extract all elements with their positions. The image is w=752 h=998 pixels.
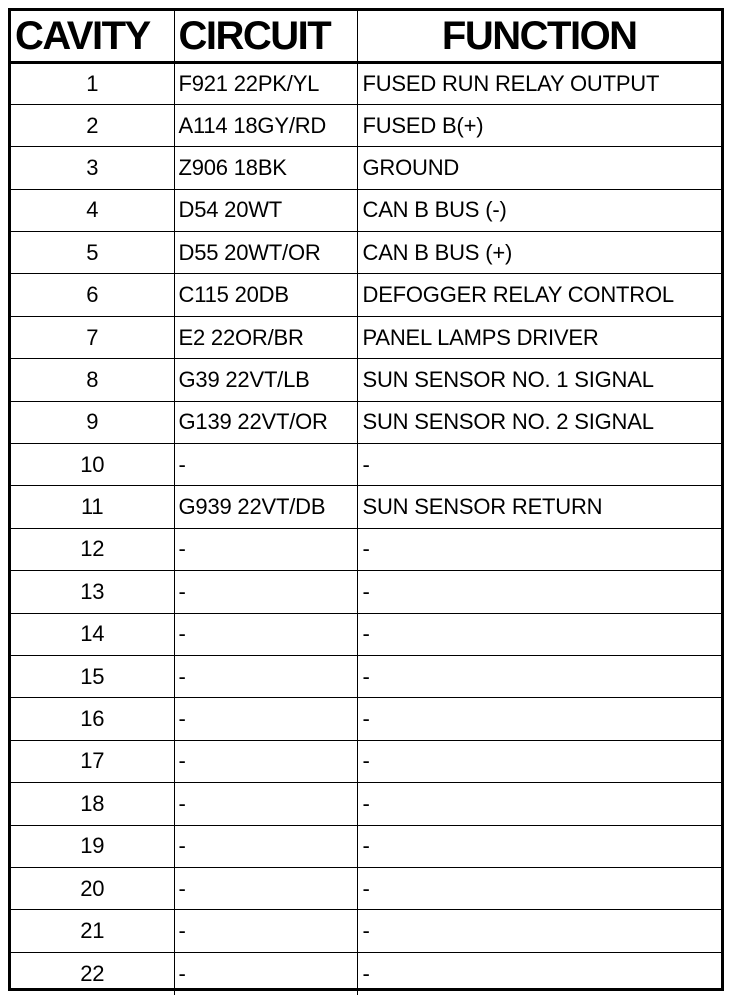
cavity-cell: 3 (11, 147, 174, 189)
table-row (11, 910, 721, 952)
function-cell: PANEL LAMPS DRIVER (357, 316, 721, 358)
function-cell: FUSED RUN RELAY OUTPUT (357, 62, 721, 104)
circuit-cell: E2 22OR/BR (174, 316, 357, 358)
cavity-cell: 14 (11, 613, 174, 655)
function-cell: DEFOGGER RELAY CONTROL (357, 274, 721, 316)
table-row (11, 444, 721, 486)
cavity-column-header: CAVITY (11, 11, 174, 62)
circuit-cell: G39 22VT/LB (174, 359, 357, 401)
table-row (11, 274, 721, 316)
function-cell: - (357, 613, 721, 655)
circuit-cell: Z906 18BK (174, 147, 357, 189)
cavity-cell: 4 (11, 189, 174, 231)
circuit-cell: - (174, 740, 357, 782)
circuit-cell: - (174, 571, 357, 613)
circuit-cell: - (174, 825, 357, 867)
function-cell: - (357, 825, 721, 867)
function-cell: CAN B BUS (-) (357, 189, 721, 231)
circuit-cell: - (174, 655, 357, 697)
cavity-cell: 8 (11, 359, 174, 401)
table-row (11, 486, 721, 528)
table-row (11, 867, 721, 909)
cavity-cell: 9 (11, 401, 174, 443)
function-cell: - (357, 698, 721, 740)
circuit-cell: - (174, 698, 357, 740)
cavity-cell: 19 (11, 825, 174, 867)
cavity-cell: 18 (11, 783, 174, 825)
function-cell: - (357, 783, 721, 825)
cavity-cell: 21 (11, 910, 174, 952)
function-cell: FUSED B(+) (357, 104, 721, 146)
table-row (11, 825, 721, 867)
cavity-cell: 1 (11, 62, 174, 104)
table-row (11, 401, 721, 443)
cavity-cell: 10 (11, 444, 174, 486)
table-row (11, 783, 721, 825)
circuit-cell: G939 22VT/DB (174, 486, 357, 528)
function-cell: SUN SENSOR NO. 2 SIGNAL (357, 401, 721, 443)
cavity-cell: 22 (11, 952, 174, 994)
circuit-cell: - (174, 867, 357, 909)
cavity-cell: 16 (11, 698, 174, 740)
connector-pinout-table (11, 11, 721, 995)
function-cell: CAN B BUS (+) (357, 232, 721, 274)
table-row (11, 698, 721, 740)
function-cell: - (357, 952, 721, 994)
table-row (11, 189, 721, 231)
table-row (11, 232, 721, 274)
function-cell: SUN SENSOR NO. 1 SIGNAL (357, 359, 721, 401)
circuit-cell: D55 20WT/OR (174, 232, 357, 274)
function-cell: - (357, 528, 721, 570)
header-row (11, 11, 721, 62)
cavity-cell: 15 (11, 655, 174, 697)
cavity-cell: 12 (11, 528, 174, 570)
connector-pinout-sheet (8, 8, 724, 991)
function-cell: - (357, 444, 721, 486)
table-row (11, 613, 721, 655)
function-cell: - (357, 867, 721, 909)
circuit-cell: - (174, 952, 357, 994)
table-row (11, 104, 721, 146)
function-cell: GROUND (357, 147, 721, 189)
function-column-header: FUNCTION (357, 11, 721, 62)
function-cell: - (357, 655, 721, 697)
cavity-cell: 13 (11, 571, 174, 613)
cavity-cell: 17 (11, 740, 174, 782)
circuit-cell: - (174, 613, 357, 655)
cavity-cell: 20 (11, 867, 174, 909)
table-row (11, 528, 721, 570)
table-row (11, 316, 721, 358)
function-cell: - (357, 910, 721, 952)
table-row (11, 952, 721, 994)
cavity-cell: 7 (11, 316, 174, 358)
circuit-cell: - (174, 910, 357, 952)
table-row (11, 740, 721, 782)
cavity-cell: 11 (11, 486, 174, 528)
circuit-cell: D54 20WT (174, 189, 357, 231)
circuit-cell: - (174, 528, 357, 570)
cavity-cell: 5 (11, 232, 174, 274)
function-cell: SUN SENSOR RETURN (357, 486, 721, 528)
table-row (11, 655, 721, 697)
cavity-cell: 2 (11, 104, 174, 146)
table-row (11, 147, 721, 189)
circuit-cell: C115 20DB (174, 274, 357, 316)
pinout-rows (11, 62, 721, 995)
cavity-cell: 6 (11, 274, 174, 316)
table-row (11, 571, 721, 613)
function-cell: - (357, 571, 721, 613)
circuit-cell: A114 18GY/RD (174, 104, 357, 146)
function-cell: - (357, 740, 721, 782)
circuit-cell: - (174, 444, 357, 486)
circuit-cell: G139 22VT/OR (174, 401, 357, 443)
circuit-column-header: CIRCUIT (174, 11, 357, 62)
table-row (11, 62, 721, 104)
circuit-cell: - (174, 783, 357, 825)
table-row (11, 359, 721, 401)
circuit-cell: F921 22PK/YL (174, 62, 357, 104)
